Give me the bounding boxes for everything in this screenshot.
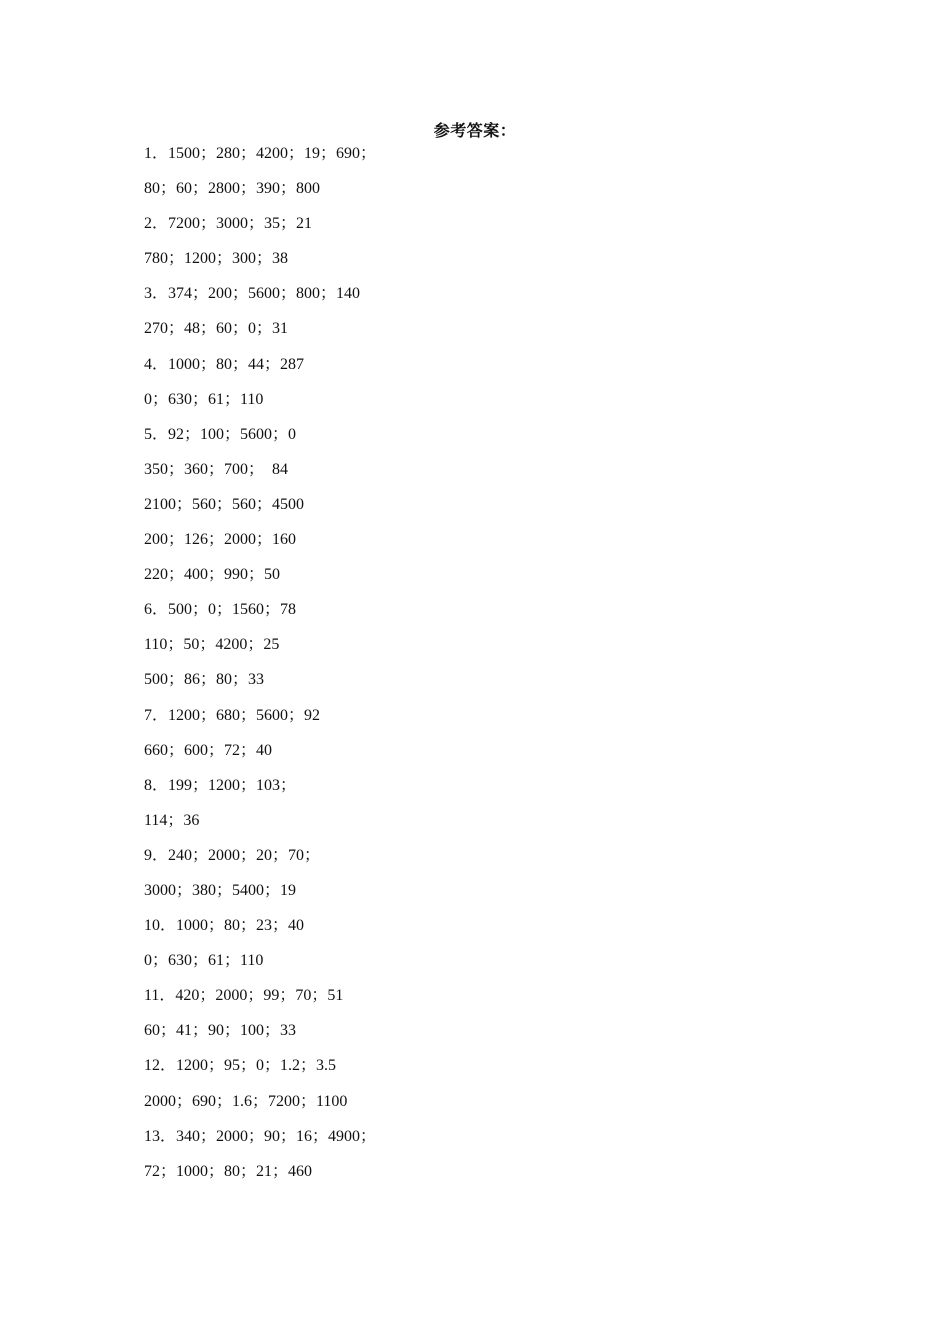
answer-line: 220；400；990；50 [144, 566, 281, 584]
answer-line: 9．240；2000；20；70； [144, 846, 321, 864]
answer-line: 60；41；90；100；33 [144, 1022, 297, 1040]
answer-line: 2100；560；560；4500 [144, 495, 305, 513]
answer-line: 4．1000；80；44；287 [144, 355, 305, 373]
answer-line: 10．1000；80；23；40 [144, 917, 305, 935]
answer-line: 6．500；0；1560；78 [144, 601, 297, 619]
answer-list [144, 143, 376, 1196]
answer-line: 2．7200；3000；35；21 [144, 215, 313, 233]
answer-line: 8．199；1200；103； [144, 776, 297, 794]
answer-line: 114；36 [144, 811, 200, 829]
answer-line: 3000；380；5400；19 [144, 881, 297, 899]
answer-line: 0；630；61；110 [144, 952, 264, 970]
answer-line: 660；600；72；40 [144, 741, 273, 759]
answer-line: 350；360；700； 84 [144, 460, 289, 478]
answer-line: 1．1500；280；4200；19；690； [144, 145, 377, 162]
answer-line: 500；86；80；33 [144, 671, 265, 689]
answer-line: 200；126；2000；160 [144, 531, 297, 549]
answer-line: 11．420；2000；99；70；51 [144, 987, 344, 1005]
answer-line: 2000；690；1.6；7200；1100 [144, 1092, 348, 1110]
answer-line: 12．1200；95；0；1.2；3.5 [144, 1057, 337, 1075]
answer-line: 80；60；2800；390；800 [144, 180, 321, 198]
answer-line: 110；50；4200；25 [144, 636, 280, 654]
answer-line: 3．374；200；5600；800；140 [144, 285, 361, 303]
answer-line: 5．92；100；5600；0 [144, 425, 297, 443]
answer-line: 270；48；60；0；31 [144, 320, 289, 338]
answer-line: 0；630；61；110 [144, 390, 264, 408]
answer-line: 72；1000；80；21；460 [144, 1162, 313, 1180]
answer-line: 13．340；2000；90；16；4900； [144, 1127, 377, 1145]
answer-line: 780；1200；300；38 [144, 250, 289, 268]
page-title: 参考答案： [433, 121, 517, 140]
answer-line: 7．1200；680；5600；92 [144, 706, 321, 724]
